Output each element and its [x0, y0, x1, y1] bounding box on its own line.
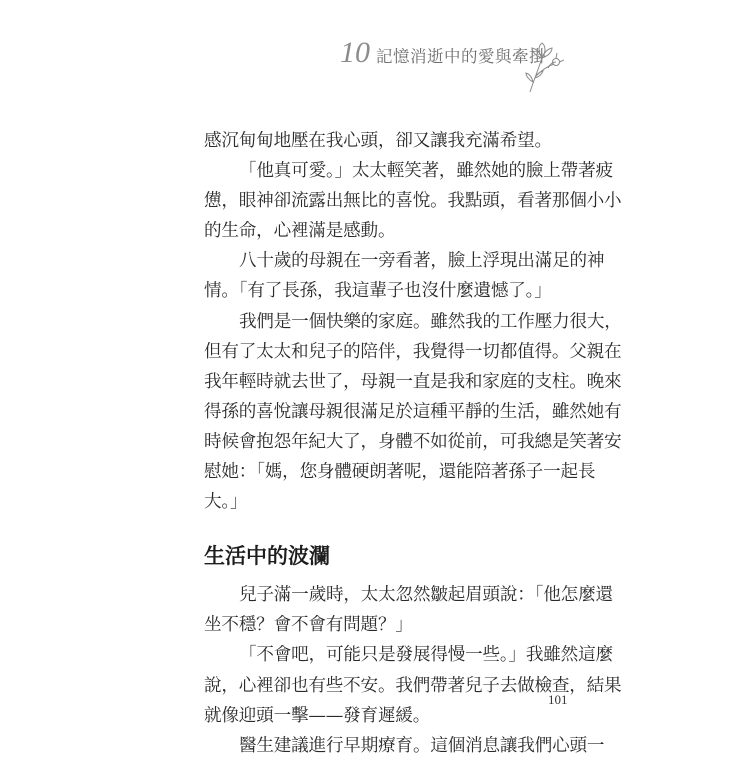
- text-line: 時候會抱怨年紀大了，身體不如從前，可我總是笑著安: [204, 431, 622, 452]
- text-line: 但有了太太和兒子的陪伴，我覺得一切都值得。父親在: [204, 341, 622, 362]
- text-line: 的生命，心裡滿是感動。: [204, 221, 396, 242]
- text-line: 慰她：「媽，您身體硬朗著呢，還能陪著孫子一起長: [204, 462, 596, 483]
- text-line: 坐不穩？會不會有問題？」: [204, 615, 413, 636]
- text-line: 「不會吧，可能只是發展得慢一些。」我雖然這麼: [239, 645, 613, 666]
- text-line: 就像迎頭一擊——發育遲緩。: [204, 705, 431, 726]
- running-header: [340, 38, 546, 68]
- text-line: 醫生建議進行早期療育。這個消息讓我們心頭一: [239, 735, 605, 756]
- section-heading: 生活中的波瀾: [204, 543, 330, 569]
- text-line: 八十歲的母親在一旁看著，臉上浮現出滿足的神: [239, 251, 605, 272]
- page-number: 101: [548, 692, 568, 707]
- text-line: 情。「有了長孫，我這輩子也沒什麼遺憾了。」: [204, 281, 552, 302]
- text-line: 「他真可愛。」太太輕笑著，雖然她的臉上帶著疲: [239, 161, 613, 182]
- text-line: 感沉甸甸地壓在我心頭，卻又讓我充滿希望。: [204, 131, 552, 151]
- text-line: 憊，眼神卻流露出無比的喜悅。我點頭，看著那個小小: [204, 191, 622, 212]
- paragraph-group-1: [204, 126, 622, 517]
- chapter-number: 10: [340, 36, 370, 69]
- paragraph-group-2: [204, 580, 622, 761]
- text-line: 說，心裡卻也有些不安。我們帶著兒子去做檢查，結果: [204, 675, 622, 696]
- text-line: 我們是一個快樂的家庭。雖然我的工作壓力很大，: [239, 311, 622, 332]
- body-text: [204, 126, 622, 761]
- flower-icon: [520, 40, 564, 94]
- text-line: 大。」: [204, 492, 248, 513]
- text-line: 我年輕時就去世了，母親一直是我和家庭的支柱。晚來: [204, 371, 622, 392]
- text-line: 得孫的喜悅讓母親很滿足於這種平靜的生活，雖然她有: [204, 401, 622, 422]
- text-line: 兒子滿一歲時，太太忽然皺起眉頭說：「他怎麼還: [239, 585, 613, 606]
- chapter-title: 記憶消逝中的愛與牽掛: [376, 46, 546, 66]
